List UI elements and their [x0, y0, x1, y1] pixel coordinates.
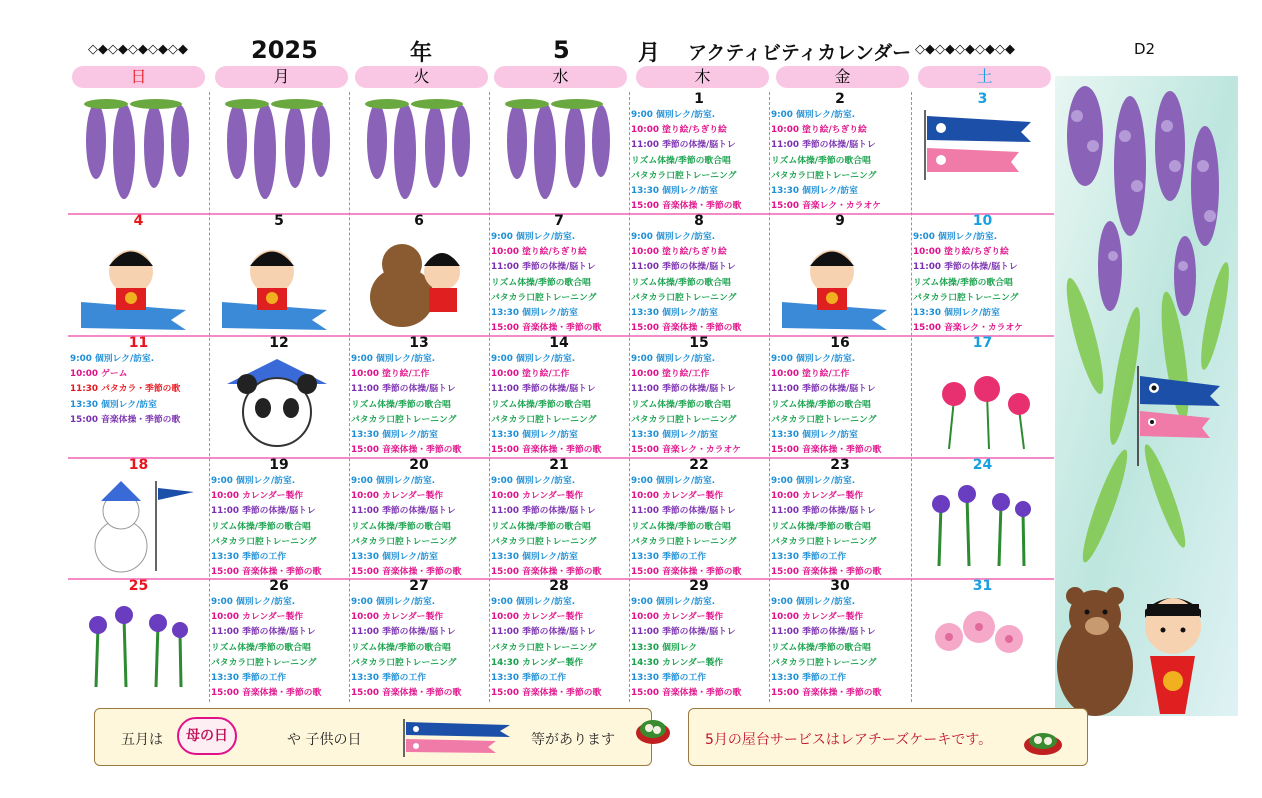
activity-item: 11:00 季節の体操/脳トレ	[491, 627, 596, 638]
activity-schedule	[211, 474, 349, 579]
activity-item: 11:00 季節の体操/脳トレ	[351, 627, 456, 638]
activity-item: 11:00 季節の体操/脳トレ	[491, 384, 596, 395]
activity-schedule	[913, 230, 1054, 336]
header-month-number: 5	[553, 36, 570, 64]
activity-item: リズム体操/季節の歌合唱	[491, 277, 591, 288]
header-year: 2025	[251, 36, 318, 64]
activity-schedule	[491, 352, 629, 458]
calendar-day-cell	[68, 579, 209, 702]
koinobori-icon	[400, 719, 520, 757]
day-number: 29	[689, 579, 709, 594]
activity-item: 11:00 季節の体操/脳トレ	[491, 506, 596, 517]
activity-item: 11:00 季節の体操/脳トレ	[351, 506, 456, 517]
activity-item: 9:00 個別レク/訪室.	[351, 476, 436, 486]
activity-item: 9:00 個別レク/訪室.	[351, 354, 436, 364]
activity-item: 15:00 音楽レク・カラオケ	[913, 323, 1023, 334]
activity-item: 10:00 塗り絵/工作	[631, 369, 710, 380]
header-month-suffix: 月	[638, 41, 661, 66]
activity-item: リズム体操/季節の歌合唱	[211, 521, 311, 532]
calendar-day-cell	[629, 579, 769, 702]
calendar-day-cell	[489, 336, 629, 458]
activity-item: パタカラ口腔トレーニング	[491, 642, 597, 653]
activity-item: 10:00 塗り絵/ちぎり絵	[491, 247, 587, 258]
header-right-diamonds: ◇◆◇◆◇◆◇◆◇◆	[915, 42, 1015, 57]
weekday-header: 水	[494, 66, 627, 88]
activity-item: 11:00 季節の体操/脳トレ	[771, 627, 876, 638]
calendar-day-cell	[209, 214, 349, 336]
iris-illustration	[76, 597, 196, 691]
activity-item: 13:30 個別レク/訪室	[771, 186, 858, 197]
activity-item: 15:00 音楽体操・季節の歌	[491, 323, 602, 334]
activity-schedule	[631, 595, 769, 701]
day-number: 14	[549, 336, 569, 351]
activity-item: パタカラ口腔トレーニング	[631, 170, 737, 181]
activity-schedule	[491, 474, 629, 579]
activity-item: パタカラ口腔トレーニング	[771, 657, 877, 668]
activity-schedule	[771, 352, 911, 458]
activity-item: リズム体操/季節の歌合唱	[351, 521, 451, 532]
day-number: 28	[549, 579, 569, 594]
day-number: 23	[830, 458, 850, 473]
activity-item: 10:00 塗り絵/ちぎり絵	[913, 247, 1009, 258]
weekday-header: 土	[918, 66, 1051, 88]
activity-item: 10:00 カレンダー製作	[491, 612, 584, 623]
weekday-header: 木	[636, 66, 769, 88]
activity-item: 10:00 カレンダー製作	[211, 612, 304, 623]
activity-item: 13:30 個別レク	[631, 642, 698, 653]
activity-item: 13:30 季節の工作	[631, 673, 707, 684]
day-number: 3	[977, 92, 988, 107]
activity-item: 9:00 個別レク/訪室.	[631, 354, 716, 364]
day-number: 22	[689, 458, 709, 473]
calendar-day-cell	[68, 214, 209, 336]
activity-item: 9:00 個別レク/訪室.	[351, 597, 436, 607]
calendar-day-cell	[349, 579, 489, 702]
day-number: 20	[409, 458, 429, 473]
koi-illustration	[919, 110, 1039, 184]
activity-item: パタカラ口腔トレーニング	[631, 414, 737, 425]
activity-schedule	[351, 474, 489, 579]
activity-schedule	[491, 230, 629, 336]
activity-item: 15:00 音楽体操・季節の歌	[631, 688, 742, 699]
activity-schedule	[351, 595, 489, 701]
calendar-day-cell	[911, 92, 1054, 214]
activity-item: 14:30 カレンダー製作	[491, 657, 584, 668]
calendar-day-cell	[629, 92, 769, 214]
calendar-day-cell	[489, 214, 629, 336]
page-code: D2	[1134, 40, 1156, 58]
activity-item: 13:30 個別レク/訪室	[491, 552, 578, 563]
calendar-day-cell	[489, 579, 629, 702]
activity-schedule	[70, 352, 209, 428]
kid-illustration	[777, 232, 897, 336]
activity-item: 15:00 音楽体操・季節の歌	[771, 567, 882, 578]
activity-item: パタカラ口腔トレーニング	[771, 414, 877, 425]
activity-item: 13:30 個別レク/訪室	[351, 430, 438, 441]
activity-item: パタカラ口腔トレーニング	[491, 414, 597, 425]
banner-text-childrens-day: や 子供の日	[287, 732, 362, 748]
weekday-header: 金	[776, 66, 909, 88]
activity-schedule	[631, 230, 769, 336]
iris-illustration	[919, 476, 1039, 570]
activity-item: 15:00 音楽体操・季節の歌	[351, 688, 462, 699]
panda-illustration	[217, 354, 337, 458]
day-number: 27	[409, 579, 429, 594]
day-number: 25	[128, 579, 149, 594]
day-number: 6	[414, 214, 424, 229]
activity-item: 10:00 塗り絵/工作	[491, 369, 570, 380]
calendar-day-cell	[68, 92, 209, 214]
activity-item: リズム体操/季節の歌合唱	[631, 521, 731, 532]
activity-item: 11:00 季節の体操/脳トレ	[771, 506, 876, 517]
calendar-day-cell	[68, 336, 209, 458]
banner-text-may: 五月は	[121, 732, 163, 748]
activity-item: パタカラ口腔トレーニング	[631, 536, 737, 547]
calendar-day-cell	[629, 458, 769, 579]
weekday-header: 日	[72, 66, 205, 88]
activity-item: 15:00 音楽体操・季節の歌	[211, 567, 322, 578]
bear-illustration	[357, 232, 477, 336]
day-number: 11	[128, 336, 149, 351]
activity-item: 9:00 個別レク/訪室.	[771, 110, 856, 120]
activity-item: 10:00 カレンダー製作	[351, 491, 444, 502]
activity-item: 13:30 個別レク/訪室	[913, 308, 1000, 319]
calendar-day-cell	[769, 336, 911, 458]
activity-item: 10:00 カレンダー製作	[491, 491, 584, 502]
activity-item: リズム体操/季節の歌合唱	[491, 521, 591, 532]
activity-item: パタカラ口腔トレーニング	[211, 536, 317, 547]
calendar-day-cell	[769, 458, 911, 579]
day-number: 31	[972, 579, 993, 594]
activity-item: 15:00 音楽体操・季節の歌	[631, 201, 742, 212]
activity-item: パタカラ口腔トレーニング	[913, 292, 1019, 303]
activity-item: 15:00 音楽体操・季節の歌	[70, 414, 181, 425]
activity-item: リズム体操/季節の歌合唱	[351, 642, 451, 653]
activity-item: リズム体操/季節の歌合唱	[491, 399, 591, 410]
day-number: 7	[554, 214, 564, 229]
day-number: 26	[269, 579, 289, 594]
activity-item: 11:00 季節の体操/脳トレ	[631, 506, 736, 517]
activity-item: 9:00 個別レク/訪室.	[913, 232, 998, 242]
activity-item: 11:00 季節の体操/脳トレ	[211, 506, 316, 517]
activity-item: 11:00 季節の体操/脳トレ	[631, 140, 736, 151]
calendar-grid	[68, 92, 1054, 702]
activity-schedule	[771, 595, 911, 701]
activity-item: 9:00 個別レク/訪室.	[491, 476, 576, 486]
activity-item: 11:00 季節の体操/脳トレ	[771, 140, 876, 151]
activity-item: リズム体操/季節の歌合唱	[771, 399, 871, 410]
weekday-header: 月	[215, 66, 348, 88]
activity-item: 13:30 個別レク/訪室	[631, 308, 718, 319]
activity-item: 10:00 ゲーム	[70, 369, 128, 380]
calendar-day-cell	[349, 214, 489, 336]
activity-item: 15:00 音楽体操・季節の歌	[631, 567, 742, 578]
activity-item: リズム体操/季節の歌合唱	[211, 642, 311, 653]
activity-item: 15:00 音楽体操・季節の歌	[771, 445, 882, 456]
activity-item: パタカラ口腔トレーニング	[351, 657, 457, 668]
day-number: 9	[835, 214, 845, 229]
wisteria-illustration	[76, 96, 196, 210]
kid-illustration	[76, 232, 196, 336]
activity-item: 9:00 個別レク/訪室.	[631, 232, 716, 242]
day-number: 21	[549, 458, 569, 473]
calendar-day-cell	[769, 579, 911, 702]
day-number: 24	[972, 458, 993, 473]
mochi-plate-icon	[1023, 721, 1063, 757]
activity-item: 10:00 カレンダー製作	[351, 612, 444, 623]
day-number: 17	[972, 336, 993, 351]
activity-item: 13:30 個別レク/訪室	[631, 186, 718, 197]
dessert-text: 5月の屋台サービスはレアチーズケーキです。	[705, 732, 993, 748]
calendar-day-cell	[769, 92, 911, 214]
activity-schedule	[631, 352, 769, 458]
activity-item: リズム体操/季節の歌合唱	[771, 521, 871, 532]
day-number: 1	[694, 92, 704, 107]
activity-item: 13:30 個別レク/訪室	[631, 430, 718, 441]
activity-item: パタカラ口腔トレーニング	[351, 414, 457, 425]
activity-item: 11:00 季節の体操/脳トレ	[631, 384, 736, 395]
activity-item: 11:00 季節の体操/脳トレ	[631, 627, 736, 638]
calendar-day-cell	[911, 458, 1054, 579]
activity-item: 13:30 季節の工作	[631, 552, 707, 563]
activity-item: 15:00 音楽体操・季節の歌	[491, 445, 602, 456]
carnation-illustration	[919, 354, 1049, 458]
calendar-day-cell	[349, 458, 489, 579]
activity-item: 13:30 季節の工作	[351, 673, 427, 684]
activity-item: 11:00 季節の体操/脳トレ	[491, 262, 596, 273]
day-number: 18	[128, 458, 149, 473]
activity-item: 13:30 個別レク/訪室	[771, 430, 858, 441]
activity-item: 9:00 個別レク/訪室.	[491, 232, 576, 242]
holiday-banner	[94, 708, 652, 766]
activity-item: 13:30 季節の工作	[211, 673, 287, 684]
activity-item: リズム体操/季節の歌合唱	[631, 155, 731, 166]
activity-item: パタカラ口腔トレーニング	[771, 170, 877, 181]
mothers-day-badge: 母の日	[177, 717, 237, 755]
cherry-illustration	[919, 597, 1039, 681]
calendar-day-cell	[209, 92, 349, 214]
activity-item: 15:00 音楽体操・季節の歌	[351, 567, 462, 578]
wisteria-illustration	[217, 96, 337, 210]
calendar-day-cell	[489, 92, 629, 214]
activity-item: 10:00 塗り絵/工作	[771, 369, 850, 380]
banner-text-etc: 等があります	[531, 732, 615, 748]
calendar-day-cell	[911, 214, 1054, 336]
activity-item: 15:00 音楽体操・季節の歌	[491, 688, 602, 699]
activity-item: パタカラ口腔トレーニング	[491, 536, 597, 547]
weekday-header: 火	[355, 66, 488, 88]
activity-item: 10:00 塗り絵/ちぎり絵	[631, 247, 727, 258]
activity-item: 9:00 個別レク/訪室.	[491, 597, 576, 607]
activity-item: 15:00 音楽体操・季節の歌	[351, 445, 462, 456]
activity-item: 9:00 個別レク/訪室.	[211, 597, 296, 607]
day-number: 4	[133, 214, 144, 229]
activity-item: 9:00 個別レク/訪室.	[70, 354, 155, 364]
wisteria-illustration	[497, 96, 617, 210]
activity-schedule	[211, 595, 349, 701]
activity-item: 9:00 個別レク/訪室.	[631, 597, 716, 607]
activity-item: 10:00 カレンダー製作	[631, 612, 724, 623]
activity-item: 10:00 カレンダー製作	[771, 491, 864, 502]
activity-item: 10:00 カレンダー製作	[211, 491, 304, 502]
activity-item: 11:00 季節の体操/脳トレ	[913, 262, 1018, 273]
day-number: 2	[835, 92, 845, 107]
calendar-day-cell	[349, 336, 489, 458]
activity-schedule	[771, 108, 911, 214]
calendar-day-cell	[68, 458, 209, 579]
activity-item: 13:30 個別レク/訪室	[491, 308, 578, 319]
activity-item: 13:30 季節の工作	[491, 673, 567, 684]
header-left-diamonds: ◇◆◇◆◇◆◇◆◇◆	[88, 42, 188, 57]
calendar-day-cell	[629, 214, 769, 336]
calendar-day-cell	[209, 336, 349, 458]
activity-item: 9:00 個別レク/訪室.	[771, 476, 856, 486]
calendar-day-cell	[209, 579, 349, 702]
activity-item: 15:00 音楽体操・季節の歌	[491, 567, 602, 578]
activity-item: リズム体操/季節の歌合唱	[913, 277, 1013, 288]
kid-illustration	[217, 232, 337, 336]
activity-schedule	[631, 108, 769, 214]
activity-item: 10:00 塗り絵/ちぎり絵	[631, 125, 727, 136]
kashiwa-mochi-icon	[635, 711, 671, 747]
day-number: 8	[694, 214, 704, 229]
activity-item: 13:30 個別レク/訪室	[491, 430, 578, 441]
snowman-illustration	[76, 476, 196, 579]
calendar-day-cell	[769, 214, 911, 336]
calendar-day-cell	[209, 458, 349, 579]
header-title: アクティビティカレンダー	[688, 42, 912, 64]
activity-item: 10:00 塗り絵/ちぎり絵	[771, 125, 867, 136]
activity-item: リズム体操/季節の歌合唱	[351, 399, 451, 410]
activity-item: 10:00 カレンダー製作	[631, 491, 724, 502]
activity-item: 10:00 塗り絵/工作	[351, 369, 430, 380]
activity-item: 9:00 個別レク/訪室.	[491, 354, 576, 364]
day-number: 30	[830, 579, 850, 594]
activity-item: 13:30 個別レク/訪室	[351, 552, 438, 563]
activity-item: 9:00 個別レク/訪室.	[771, 354, 856, 364]
activity-item: 15:00 音楽体操・季節の歌	[771, 688, 882, 699]
wisteria-illustration	[357, 96, 477, 210]
activity-schedule	[351, 352, 489, 458]
calendar-day-cell	[349, 92, 489, 214]
calendar-day-cell	[489, 458, 629, 579]
day-number: 13	[409, 336, 429, 351]
activity-item: 11:30 パタカラ・季節の歌	[70, 384, 181, 395]
day-number: 10	[972, 214, 993, 229]
dessert-banner	[688, 708, 1088, 766]
calendar-day-cell	[911, 336, 1054, 458]
activity-item: 13:30 個別レク/訪室	[70, 399, 157, 410]
activity-item: パタカラ口腔トレーニング	[771, 536, 877, 547]
activity-item: 15:00 音楽体操・季節の歌	[211, 688, 322, 699]
activity-item: リズム体操/季節の歌合唱	[771, 642, 871, 653]
day-number: 5	[274, 214, 284, 229]
activity-item: 15:00 音楽レク・カラオケ	[631, 445, 741, 456]
activity-item: パタカラ口腔トレーニング	[491, 292, 597, 303]
activity-item: 14:30 カレンダー製作	[631, 657, 724, 668]
activity-item: リズム体操/季節の歌合唱	[631, 277, 731, 288]
activity-item: 13:30 季節の工作	[211, 552, 287, 563]
day-number: 15	[689, 336, 709, 351]
activity-schedule	[771, 474, 911, 579]
activity-item: パタカラ口腔トレーニング	[631, 292, 737, 303]
wisteria-side-illustration	[1055, 76, 1238, 716]
activity-item: 11:00 季節の体操/脳トレ	[211, 627, 316, 638]
activity-item: 11:00 季節の体操/脳トレ	[351, 384, 456, 395]
activity-schedule	[631, 474, 769, 579]
activity-item: パタカラ口腔トレーニング	[211, 657, 317, 668]
activity-item: 9:00 個別レク/訪室.	[631, 476, 716, 486]
activity-item: 13:30 季節の工作	[771, 552, 847, 563]
activity-item: リズム体操/季節の歌合唱	[771, 155, 871, 166]
activity-item: 13:30 季節の工作	[771, 673, 847, 684]
activity-item: 9:00 個別レク/訪室.	[631, 110, 716, 120]
activity-item: 10:00 カレンダー製作	[771, 612, 864, 623]
activity-item: 15:00 音楽体操・季節の歌	[631, 323, 742, 334]
header-year-suffix: 年	[410, 41, 433, 66]
day-number: 19	[269, 458, 289, 473]
activity-item: パタカラ口腔トレーニング	[351, 536, 457, 547]
activity-schedule	[491, 595, 629, 701]
day-number: 16	[830, 336, 850, 351]
activity-item: リズム体操/季節の歌合唱	[631, 399, 731, 410]
calendar-day-cell	[629, 336, 769, 458]
activity-item: 15:00 音楽レク・カラオケ	[771, 201, 881, 212]
day-number: 12	[269, 336, 289, 351]
activity-item: 11:00 季節の体操/脳トレ	[631, 262, 736, 273]
activity-item: 9:00 個別レク/訪室.	[771, 597, 856, 607]
activity-item: 9:00 個別レク/訪室.	[211, 476, 296, 486]
activity-item: 11:00 季節の体操/脳トレ	[771, 384, 876, 395]
calendar-day-cell	[911, 579, 1054, 702]
